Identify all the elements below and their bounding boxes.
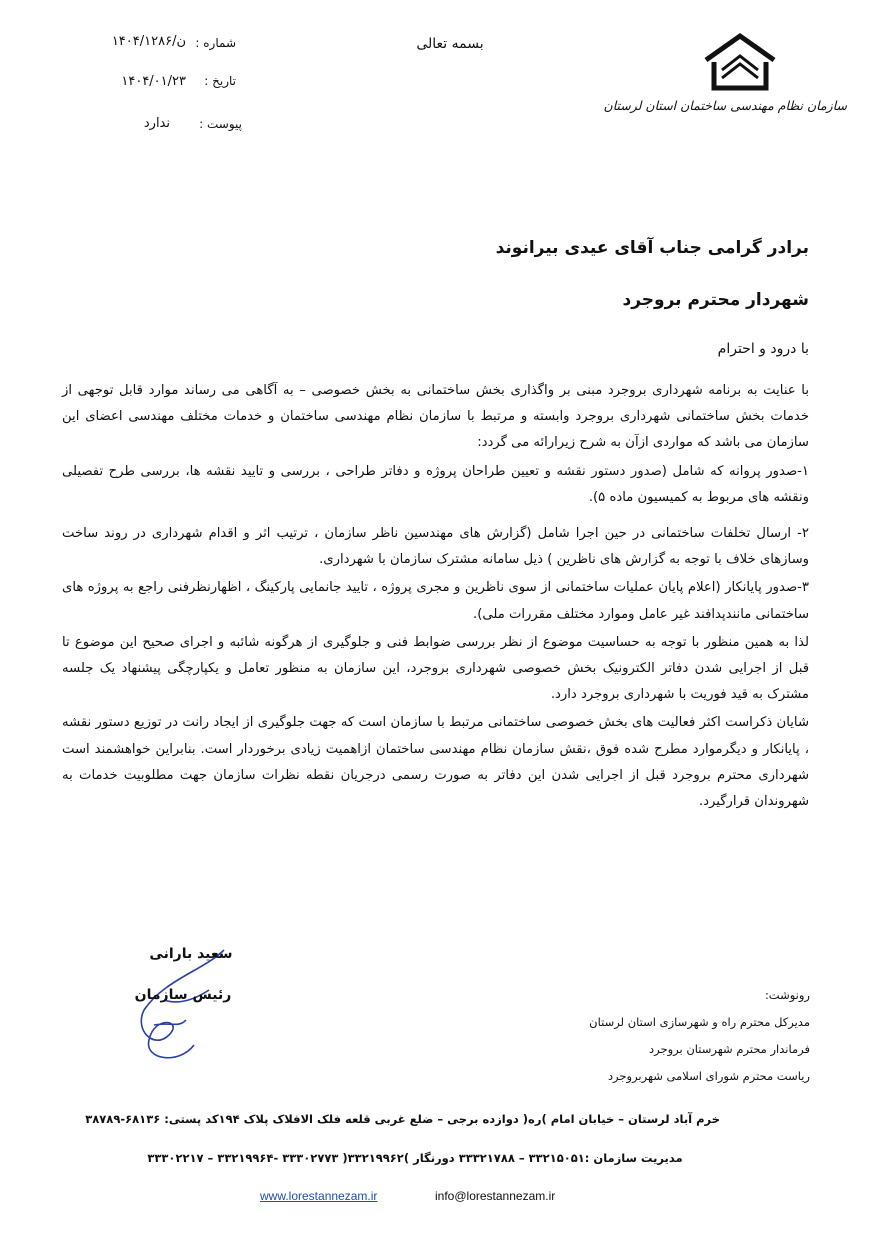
letter-date-value: ۱۴۰۴/۰۱/۲۳ — [121, 74, 186, 89]
attachment-label: پیوست : — [199, 117, 242, 131]
letter-number-value: ۱۴۰۴/ن/۱۲۸۶ — [111, 34, 186, 49]
website-link[interactable]: www.lorestannezam.ir — [260, 1189, 378, 1203]
body-item-3: ۳-صدور پایانکار (اعلام پایان عملیات ساختمانی از سوی ناظرین و مجری پروژه ، تایید جانمایی پارکینگ ، اظهارنظرفنی راجع به پروژه های ساختمانی مانندپدافند غیر عامل وموارد مختلف مقررات ملی). — [62, 580, 809, 622]
body-paragraph-2: لذا به همین منظور با توجه به حساسیت موضوع از نظر بررسی ضوابط فنی و جلوگیری از هرگونه شائبه و اجرای صحیح این موضوع تا قبل از اجرایی شدن دفاتر الکترونیک بخش خصوصی شهرداری بروجرد، این سازمان به منظور تعامل و یکپارچگی پیشنهاد یک جلسه مشترک به قید فوریت با شهرداری بروجرد دارد. — [62, 634, 809, 703]
greeting: با درود و احترام — [717, 341, 809, 357]
cc-item: ریاست محترم شورای اسلامی شهربروجرد — [607, 1069, 810, 1083]
cc-block — [560, 982, 810, 1090]
recipient-name: برادر گرامی جناب آقای عیدی بیرانوند — [495, 238, 809, 258]
body-paragraph-3: شایان ذکراست اکثر فعالیت های بخش خصوصی ساختمانی مرتبط با سازمان است که جهت جلوگیری از ایجاد رانت در توزیع دستور نقشه ، پایانکار و دیگرموارد مطرح شده فوق ،نقش سازمان نظام مهندسی ساختمان ازاهمیت زیادی برخوردار است. بنابراین خواهشمند است شهرداری محترم بروجرد قبل از اجرایی شدن این دفاتر به صورت رسمی درجریان نقطه نظرات سازمان جهت مطلوبیت خدمات به شهروندان قرارگیرد. — [62, 715, 809, 810]
cc-label: رونوشت: — [764, 988, 810, 1002]
footer-address: خرم آباد لرستان – خیابان امام )ره( دوازده برجی – ضلع غربی قلعه فلک الافلاک پلاک ۱۹۴کد پستی: ۶۸۱۳۶-۳۸۷۸۹ — [85, 1112, 720, 1126]
body-item-2: ۲- ارسال تخلفات ساختمانی در حین اجرا شامل (گزارش های مهندسین ناظر سازمان ، ترتیب اثر و اقدام شهرداری در روند ساخت وسازهای خلاف با توجه به گزارش های ناظرین ) ذیل سامانه مشترک سازمان با شهرداری. — [62, 526, 809, 568]
signatory-title: رئیس سازمان — [134, 987, 232, 1003]
body-item-1: ۱-صدور پروانه که شامل (صدور دستور نقشه و تعیین طراحان پروژه و دفاتر طراحی ، بررسی و تایید نقشه ها، بررسی طرح تفصیلی ونقشه های مربوط به کمیسیون ماده ۵). — [62, 463, 809, 505]
body-paragraph-intro: با عنایت به برنامه شهرداری بروجرد مبنی بر واگذاری بخش ساختمانی به بخش خصوصی – به آگاهی می رساند موارد قابل توجهی از خدمات بخش ساختمانی شهرداری بروجرد وابسته و مرتبط با سازمان نظام مهندسی ساختمان و خدمات مختلف مهندسی اعضای این سازمان می باشد که مواردی ازآن به شرح زیرارائه می گردد: — [62, 383, 809, 451]
letter-body — [62, 378, 809, 817]
letter-date-label: تاریخ : — [204, 74, 236, 88]
letter-number-label: شماره : — [195, 36, 236, 50]
organization-name: سازمان نظام مهندسی ساختمان استان لرستان — [603, 98, 847, 113]
basmala-heading: بسمه تعالی — [416, 36, 484, 52]
recipient-title: شهردار محترم بروجرد — [622, 290, 809, 310]
signatory-name: سعید بارانی — [149, 946, 233, 962]
email-address[interactable]: info@lorestannezam.ir — [435, 1189, 556, 1203]
footer-phones: مدیریت سازمان :۳۳۲۱۵۰۵۱ – ۳۳۳۲۱۷۸۸ دورنگار )۳۳۲۱۹۹۶۲( ۳۳۳۰۲۷۷۳ -۳۳۲۱۹۹۶۴ – ۳۳۳۰۲۲۱۷ — [147, 1151, 683, 1165]
organization-logo-icon — [700, 30, 780, 92]
cc-item: مدیرکل محترم راه و شهرسازی استان لرستان — [589, 1015, 810, 1029]
attachment-value: ندارد — [143, 116, 170, 131]
cc-item: فرماندار محترم شهرستان بروجرد — [649, 1042, 810, 1056]
